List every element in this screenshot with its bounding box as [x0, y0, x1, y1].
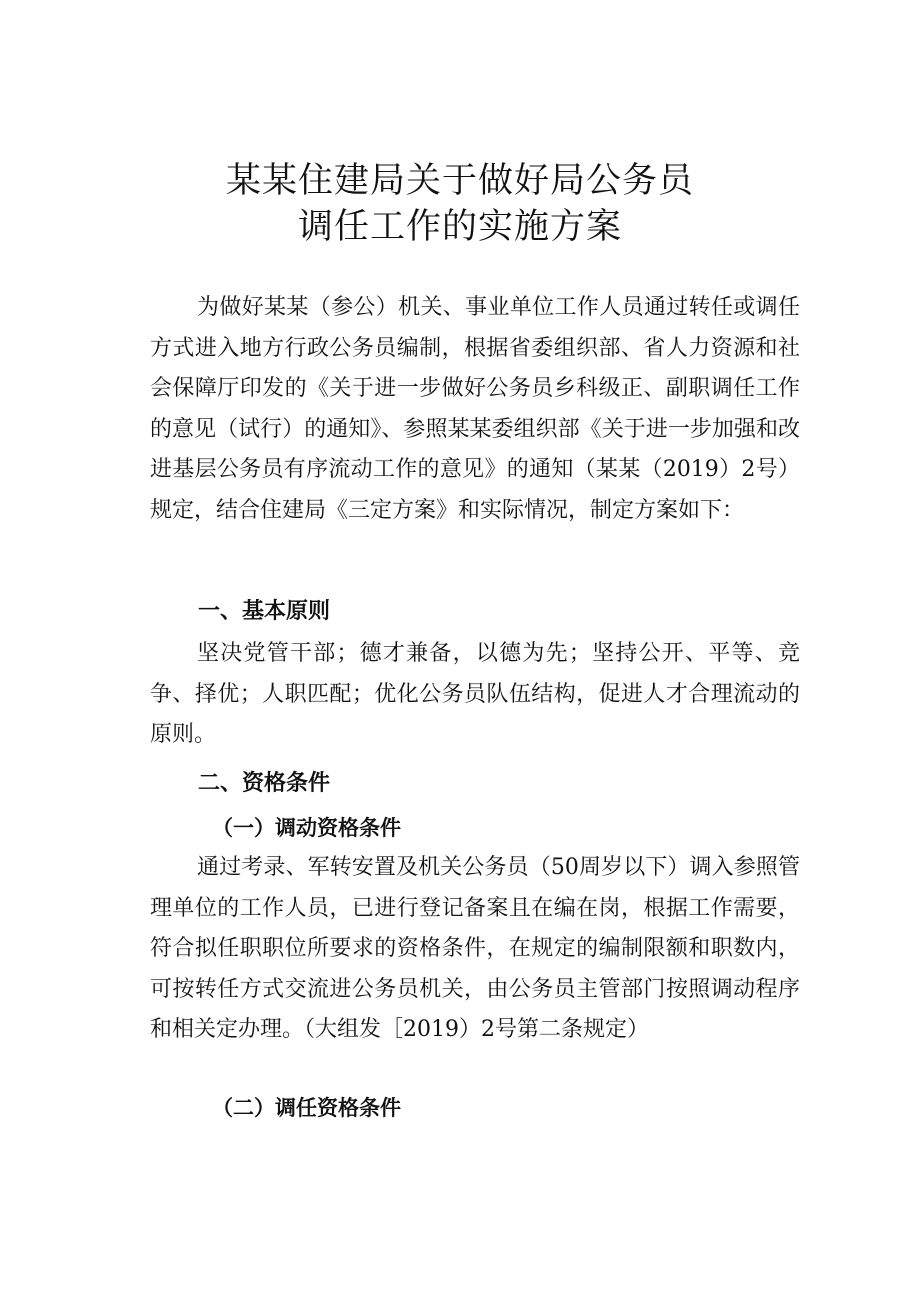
document-title-line-2: 调任工作的实施方案: [297, 207, 622, 247]
document-title-line-1: 某某住建局关于做好局公务员: [225, 161, 694, 201]
section-1-heading: 一、基本原则: [198, 599, 331, 624]
subsection-2-heading: （二）调任资格条件: [212, 1095, 401, 1120]
subsection-1-heading: （一）调动资格条件: [212, 815, 401, 840]
intro-paragraph: 为做好某某（参公）机关、事业单位工作人员通过转任或调任方式进入地方行政公务员编制，根据省委组织部、省人力资源和社会保障厅印发的《关于进一步做好公务员乡科级正、副职调任工作的意见（试行）的通知》、参照某某委组织部《关于进一步加强和改进基层公务员有序流动工作的意见》的通知（某某（2019）2号）规定，结合住建局《三定方案》和实际情况，制定方案如下：: [150, 295, 800, 523]
section-1-body: 坚决党管干部；德才兼备，以德为先；坚持公开、平等、竞争、择优；人职匹配；优化公务员队伍结构，促进人才合理流动的原则。: [150, 641, 800, 747]
section-2-heading: 二、资格条件: [198, 771, 331, 796]
subsection-1-body: 通过考录、军转安置及机关公务员（50周岁以下）调入参照管理单位的工作人员，已进行登记备案且在编在岗，根据工作需要，符合拟任职职位所要求的资格条件，在规定的编制限额和职数内，可按转任方式交流进公务员机关，由公务员主管部门按照调动程序和相关定办理。（大组发［2019）2号第二条规定）: [150, 855, 800, 1042]
